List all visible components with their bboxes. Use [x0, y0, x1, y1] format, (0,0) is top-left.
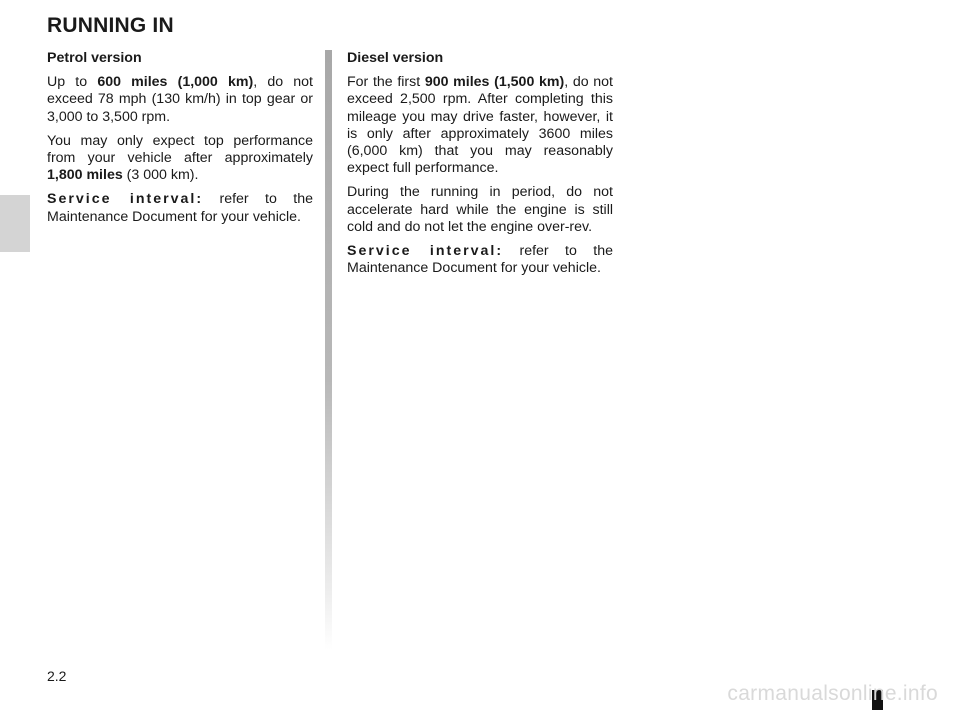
diesel-section [347, 50, 613, 284]
page-title: RUNNING IN [47, 14, 174, 37]
petrol-p2-bold: 1,800 miles [47, 167, 123, 184]
petrol-p1-bold: 600 miles (1,000 km) [97, 74, 254, 91]
watermark-text: carmanualsonline.info [727, 682, 938, 705]
petrol-service-text: refer to the Maintenance Document for your vehicle. [47, 191, 313, 225]
diesel-heading: Diesel version [347, 50, 444, 66]
diesel-service-label: Service interval: [347, 243, 504, 260]
chapter-side-tab [0, 195, 30, 252]
diesel-paragraph-1 [347, 74, 613, 177]
diesel-p1-text-end: , do not exceed 2,500 rpm. After completing this mileage you may drive faster, however, it is only after approximately 3600 miles (6,000 km) that you may reasonably expect full performance. [347, 74, 613, 177]
petrol-p1-text: Up to [47, 74, 98, 91]
petrol-paragraph-2 [47, 133, 313, 185]
column-divider [325, 50, 332, 650]
petrol-service-label: Service interval: [47, 191, 204, 208]
petrol-p2-text-end: (3 000 km). [122, 167, 199, 184]
petrol-heading: Petrol version [47, 50, 142, 66]
diesel-service-interval [347, 243, 613, 277]
diesel-paragraph-2: During the running in period, do not accelerate hard while the engine is still cold and do not let the engine over-rev. [347, 184, 613, 235]
petrol-p2-text: You may only expect top performance from your vehicle after approximately [47, 132, 313, 167]
diesel-service-text: refer to the Maintenance Document for your vehicle. [347, 243, 613, 277]
petrol-paragraph-1 [47, 74, 313, 126]
petrol-service-interval [47, 191, 313, 225]
page-number: 2.2 [47, 668, 67, 684]
petrol-section [47, 50, 313, 233]
petrol-p1-text-end: , do not exceed 78 mph (130 km/h) in top gear or 3,000 to 3,500 rpm. [47, 74, 313, 125]
diesel-p1-text: For the first [347, 74, 425, 91]
diesel-p1-bold: 900 miles (1,500 km) [424, 74, 565, 91]
